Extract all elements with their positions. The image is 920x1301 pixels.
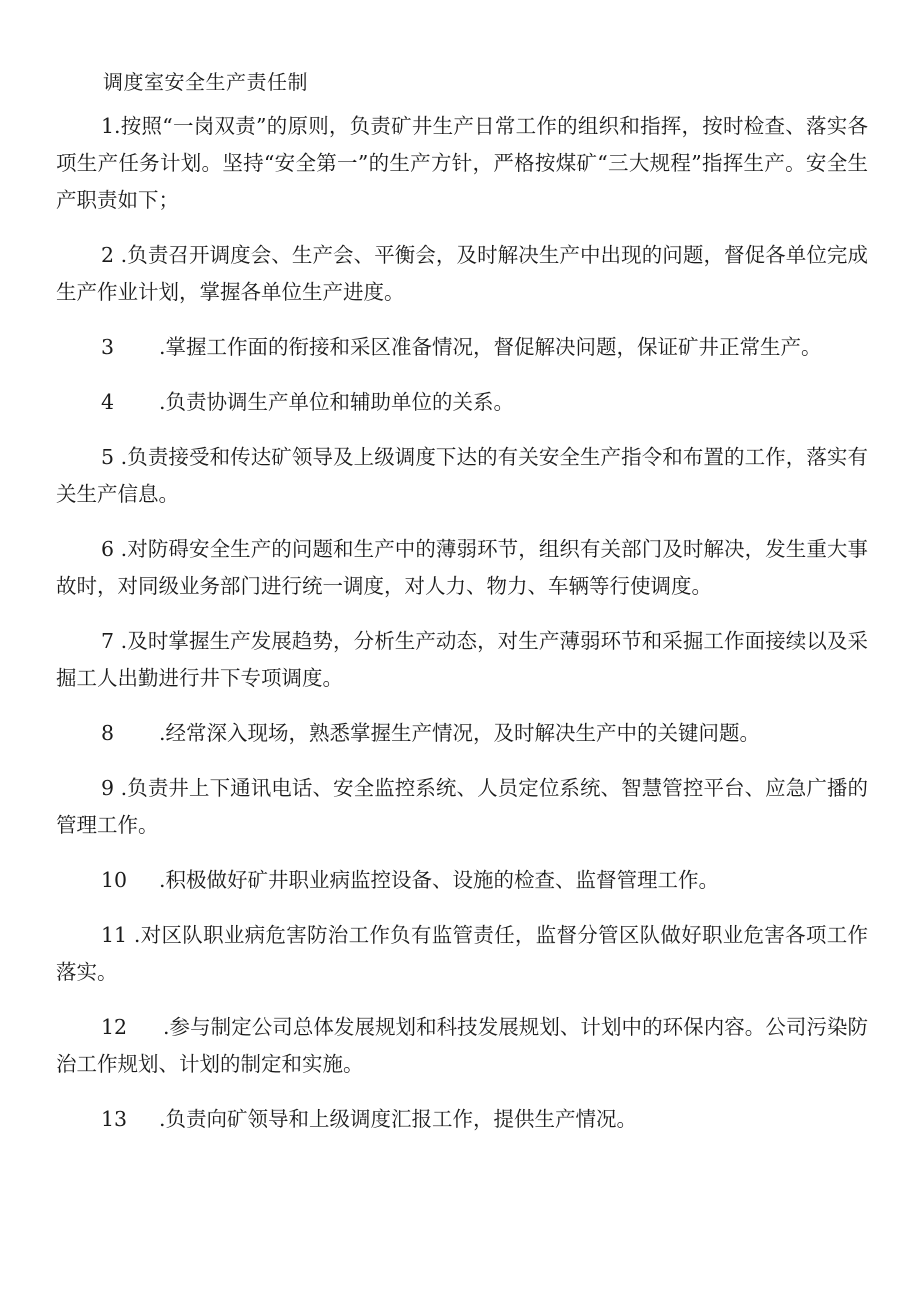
list-item (56, 531, 868, 605)
item-text: 按照“一岗双责”的原则，负责矿井生产日常工作的组织和指挥，按时检查、落实各项生产任务计划。坚持“安全第一”的生产方针，严格按煤矿“三大规程”指挥生产。安全生产职责如下； (56, 114, 868, 212)
list-item (56, 623, 868, 697)
item-text: .负责接受和传达矿领导及上级调度下达的有关安全生产指令和布置的工作，落实有关生产信息。 (56, 445, 868, 506)
item-number: 13 (101, 1107, 128, 1131)
item-text: .负责向矿领导和上级调度汇报工作，提供生产情况。 (159, 1107, 638, 1131)
item-number: 5 (101, 445, 115, 469)
item-text: .负责井上下通讯电话、安全监控系统、人员定位系统、智慧管控平台、应急广播的管理工作。 (56, 776, 868, 837)
list-item (56, 770, 868, 844)
item-number: 11 (101, 923, 128, 947)
item-text: .负责协调生产单位和辅助单位的关系。 (159, 390, 515, 414)
item-text: .对防碍安全生产的问题和生产中的薄弱环节，组织有关部门及时解决，发生重大事故时，对同级业务部门进行统一调度，对人力、物力、车辆等行使调度。 (56, 537, 868, 598)
item-text: .掌握工作面的衔接和采区准备情况，督促解决问题，保证矿井正常生产。 (159, 335, 822, 359)
item-text: .负责召开调度会、生产会、平衡会，及时解决生产中出现的问题，督促各单位完成生产作业计划，掌握各单位生产进度。 (56, 243, 868, 304)
list-item (56, 108, 868, 219)
item-number: 8 (101, 721, 115, 745)
item-number: 6 (101, 537, 115, 561)
list-item (56, 237, 868, 311)
item-text: .经常深入现场，熟悉掌握生产情况，及时解决生产中的关键问题。 (159, 721, 761, 745)
item-number: 12 (101, 1015, 128, 1039)
item-text: .积极做好矿井职业病监控设备、设施的检查、监督管理工作。 (159, 868, 720, 892)
list-item (56, 384, 868, 421)
list-item (56, 439, 868, 513)
list-item (56, 1101, 868, 1138)
item-number: 2 (101, 243, 115, 267)
item-number: 7 (101, 629, 115, 653)
list-item (56, 329, 868, 366)
document-title: 调度室安全生产责任制 (103, 70, 308, 94)
list-item (56, 917, 868, 991)
item-text: .参与制定公司总体发展规划和科技发展规划、计划中的环保内容。公司污染防治工作规划、计划的制定和实施。 (56, 1015, 868, 1076)
item-number: 1. (101, 114, 121, 138)
list-item (56, 1009, 868, 1083)
list-item (56, 862, 868, 899)
item-number: 4 (101, 390, 115, 414)
item-number: 10 (101, 868, 128, 892)
item-number: 9 (101, 776, 115, 800)
responsibility-list (56, 108, 868, 1156)
item-number: 3 (101, 335, 115, 359)
list-item (56, 715, 868, 752)
item-text: .对区队职业病危害防治工作负有监管责任，监督分管区队做好职业危害各项工作落实。 (56, 923, 868, 984)
item-text: .及时掌握生产发展趋势，分析生产动态，对生产薄弱环节和采掘工作面接续以及采掘工人出勤进行井下专项调度。 (56, 629, 868, 690)
